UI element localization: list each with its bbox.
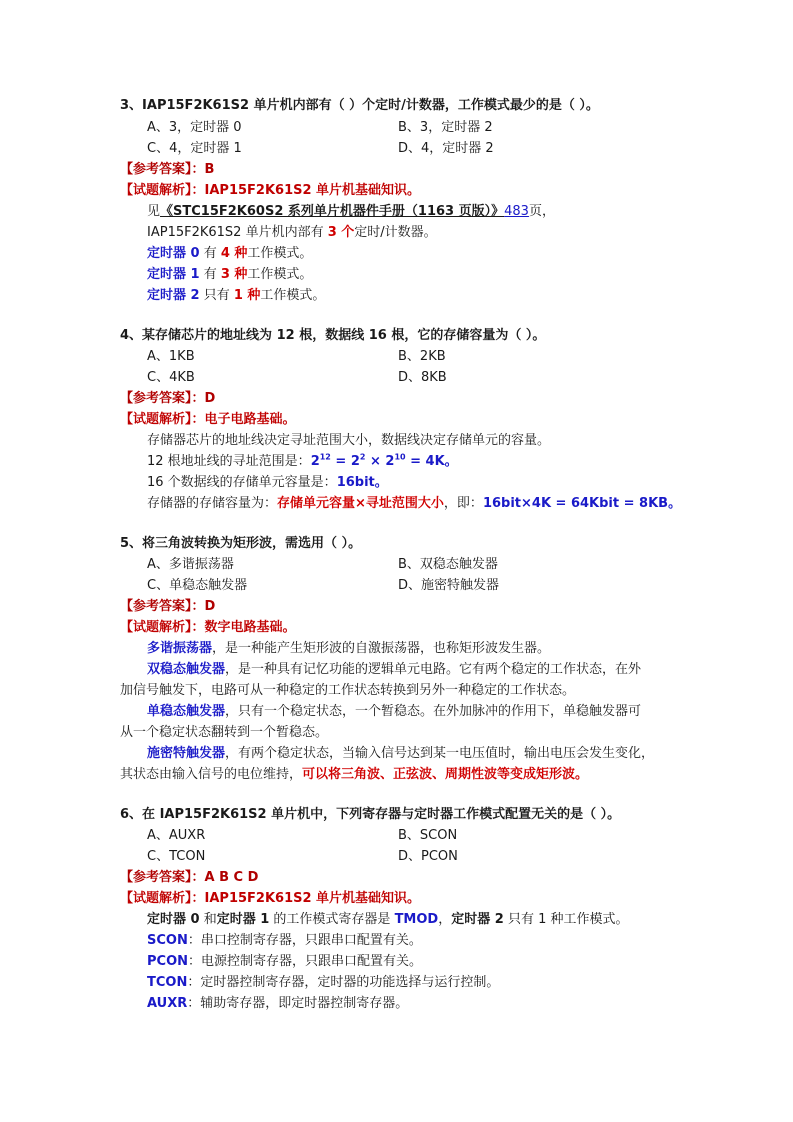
text: ：辅助寄存器，即定时器控制寄存器。 xyxy=(187,996,409,1011)
text: 12 根地址线的寻址范围是： xyxy=(147,454,311,469)
exponent: 12 xyxy=(319,452,331,462)
text: ，是一种能产生矩形波的自激振荡器，也称矩形波发生器。 xyxy=(212,641,551,656)
reference-suffix: 页， xyxy=(528,204,555,219)
q5-para-2 xyxy=(147,660,641,680)
reference-prefix: 见 xyxy=(147,204,161,219)
answer-value: B xyxy=(204,162,215,177)
question-5-stem: 5、将三角波转换为矩形波，需选用（ ）。 xyxy=(120,536,362,551)
term: 双稳态触发器 xyxy=(147,662,226,677)
q5-para-3-cont: 从一个稳定状态翻转到一个暂稳态。 xyxy=(120,725,329,740)
q4-option-c: C、4KB xyxy=(147,370,195,385)
q5-option-d: D、施密特触发器 xyxy=(398,578,500,593)
text: ，有两个稳定状态，当输入信号达到某一电压值时，输出电压会发生变化， xyxy=(225,746,655,761)
q6-option-a: A、AUXR xyxy=(147,828,206,843)
q3-line-3 xyxy=(147,265,312,285)
q4-option-d: D、8KB xyxy=(398,370,447,385)
text: ， xyxy=(438,912,452,927)
answer-label: 【参考答案】： xyxy=(120,162,205,177)
analysis-text: IAP15F2K61S2 单片机基础知识。 xyxy=(204,891,421,906)
term: 定时器 2 xyxy=(451,912,504,927)
analysis-label: 【试题解析】： xyxy=(120,183,205,198)
highlight: 1 种 xyxy=(233,288,261,303)
text: ，即： xyxy=(443,496,483,511)
q4-line-4 xyxy=(147,494,681,514)
term: 定时器 0 xyxy=(147,246,200,261)
formula: 16bit×4K = 64Kbit = 8KB。 xyxy=(482,496,682,511)
text: 存储器的存储容量为： xyxy=(147,496,278,511)
q4-option-b: B、2KB xyxy=(398,349,446,364)
q6-option-c: C、TCON xyxy=(147,849,206,864)
highlight: 3 个 xyxy=(327,225,355,240)
analysis-text: IAP15F2K61S2 单片机基础知识。 xyxy=(204,183,421,198)
q5-para-1 xyxy=(147,639,550,659)
q4-line-1: 存储器芯片的地址线决定寻址范围大小，数据线决定存储单元的容量。 xyxy=(147,433,551,448)
highlight: 3 种 xyxy=(220,267,248,282)
q6-line-2 xyxy=(147,931,422,951)
q5-option-a: A、多谐振荡器 xyxy=(147,557,234,572)
highlight: 4 种 xyxy=(220,246,248,261)
question-4-stem: 4、某存储芯片的地址线为 12 根，数据线 16 根，它的存储容量为（ ）。 xyxy=(120,328,546,343)
answer-label: 【参考答案】： xyxy=(120,599,205,614)
register: TCON xyxy=(147,975,188,990)
highlight: 可以将三角波、正弦波、周期性波等变成矩形波。 xyxy=(302,767,589,782)
q5-answer xyxy=(120,597,215,617)
text: ，只有一个稳定状态，一个暂稳态。在外加脉冲的作用下，单稳触发器可 xyxy=(225,704,642,719)
answer-value: D xyxy=(204,391,216,406)
text: 工作模式。 xyxy=(260,288,326,303)
term: 单稳态触发器 xyxy=(147,704,226,719)
q3-option-b: B、3，定时器 2 xyxy=(398,120,493,135)
q6-option-d: D、PCON xyxy=(398,849,458,864)
q4-option-a: A、1KB xyxy=(147,349,195,364)
q3-option-a: A、3，定时器 0 xyxy=(147,120,242,135)
register: SCON xyxy=(147,933,188,948)
term: 定时器 1 xyxy=(147,267,200,282)
q6-line-1 xyxy=(147,910,628,930)
q5-option-b: B、双稳态触发器 xyxy=(398,557,498,572)
analysis-label: 【试题解析】： xyxy=(120,620,205,635)
register: PCON xyxy=(147,954,188,969)
term: 施密特触发器 xyxy=(147,746,226,761)
q5-analysis xyxy=(120,618,296,638)
highlight: 存储单元容量×寻址范围大小 xyxy=(277,496,444,511)
answer-value: A B C D xyxy=(204,870,259,885)
register: AUXR xyxy=(147,996,188,1011)
q4-answer xyxy=(120,389,215,409)
text: 定时/计数器。 xyxy=(354,225,437,240)
text: ，是一种具有记忆功能的逻辑单元电路。它有两个稳定的工作状态，在外 xyxy=(225,662,642,677)
text: 和 xyxy=(199,912,217,927)
term: 多谐振荡器 xyxy=(147,641,213,656)
q5-para-2-cont: 加信号触发下，电路可从一种稳定的工作状态转换到另外一种稳定的工作状态。 xyxy=(120,683,576,698)
text: 其状态由输入信号的电位维持， xyxy=(120,767,303,782)
text: 16 个数据线的存储单元容量是： xyxy=(147,475,337,490)
text: 工作模式。 xyxy=(247,267,313,282)
q4-line-3 xyxy=(147,473,388,493)
result: = 4K。 xyxy=(405,454,458,469)
text: IAP15F2K61S2 单片机内部有 xyxy=(147,225,328,240)
q3-reference xyxy=(147,202,555,222)
exponent: 10 xyxy=(394,452,406,462)
question-6-stem: 6、在 IAP15F2K61S2 单片机中，下列寄存器与定时器工作模式配置无关的是（ ）。 xyxy=(120,807,621,822)
q3-line-2 xyxy=(147,244,312,264)
q4-analysis xyxy=(120,410,296,430)
q3-line-1 xyxy=(147,223,437,243)
q3-option-d: D、4，定时器 2 xyxy=(398,141,494,156)
base: × 2 xyxy=(365,454,395,469)
q3-option-c: C、4，定时器 1 xyxy=(147,141,242,156)
q3-analysis xyxy=(120,181,420,201)
q3-line-4 xyxy=(147,286,325,306)
text: ：串口控制寄存器，只跟串口配置有关。 xyxy=(187,933,422,948)
q3-answer xyxy=(120,160,214,180)
q5-option-c: C、单稳态触发器 xyxy=(147,578,248,593)
exponent: 2 xyxy=(359,452,366,462)
text: 只有 xyxy=(199,288,234,303)
register: TMOD xyxy=(394,912,439,927)
answer-label: 【参考答案】： xyxy=(120,391,205,406)
reference-book: 《STC15F2K60S2 系列单片机器件手册（1163 页版）》 xyxy=(160,204,505,219)
q6-line-3 xyxy=(147,952,422,972)
term: 定时器 2 xyxy=(147,288,200,303)
analysis-text: 电子电路基础。 xyxy=(204,412,296,427)
analysis-label: 【试题解析】： xyxy=(120,891,205,906)
q5-para-4 xyxy=(147,744,654,764)
text: 的工作模式寄存器是 xyxy=(269,912,395,927)
reference-page-link[interactable]: 483 xyxy=(504,204,529,219)
q5-para-4-cont xyxy=(120,765,588,785)
q6-line-4 xyxy=(147,973,499,993)
base: 2 xyxy=(310,454,320,469)
value: 16bit。 xyxy=(336,475,388,490)
q6-line-5 xyxy=(147,994,408,1014)
analysis-label: 【试题解析】： xyxy=(120,412,205,427)
formula xyxy=(311,454,458,469)
answer-value: D xyxy=(204,599,216,614)
text: 有 xyxy=(199,267,221,282)
q6-analysis xyxy=(120,889,420,909)
term: 定时器 1 xyxy=(216,912,270,927)
answer-label: 【参考答案】： xyxy=(120,870,205,885)
q6-option-b: B、SCON xyxy=(398,828,458,843)
text: 只有 1 种工作模式。 xyxy=(503,912,629,927)
q5-para-3 xyxy=(147,702,641,722)
base: = 2 xyxy=(330,454,360,469)
text: ：定时器控制寄存器，定时器的功能选择与运行控制。 xyxy=(187,975,500,990)
text: 有 xyxy=(199,246,221,261)
text: 工作模式。 xyxy=(247,246,313,261)
q6-answer xyxy=(120,868,258,888)
analysis-text: 数字电路基础。 xyxy=(204,620,296,635)
q4-line-2 xyxy=(147,452,458,472)
text: ：电源控制寄存器，只跟串口配置有关。 xyxy=(188,954,423,969)
question-3-stem: 3、IAP15F2K61S2 单片机内部有（ ）个定时/计数器，工作模式最少的是（ ）。 xyxy=(120,98,599,113)
term: 定时器 0 xyxy=(147,912,200,927)
